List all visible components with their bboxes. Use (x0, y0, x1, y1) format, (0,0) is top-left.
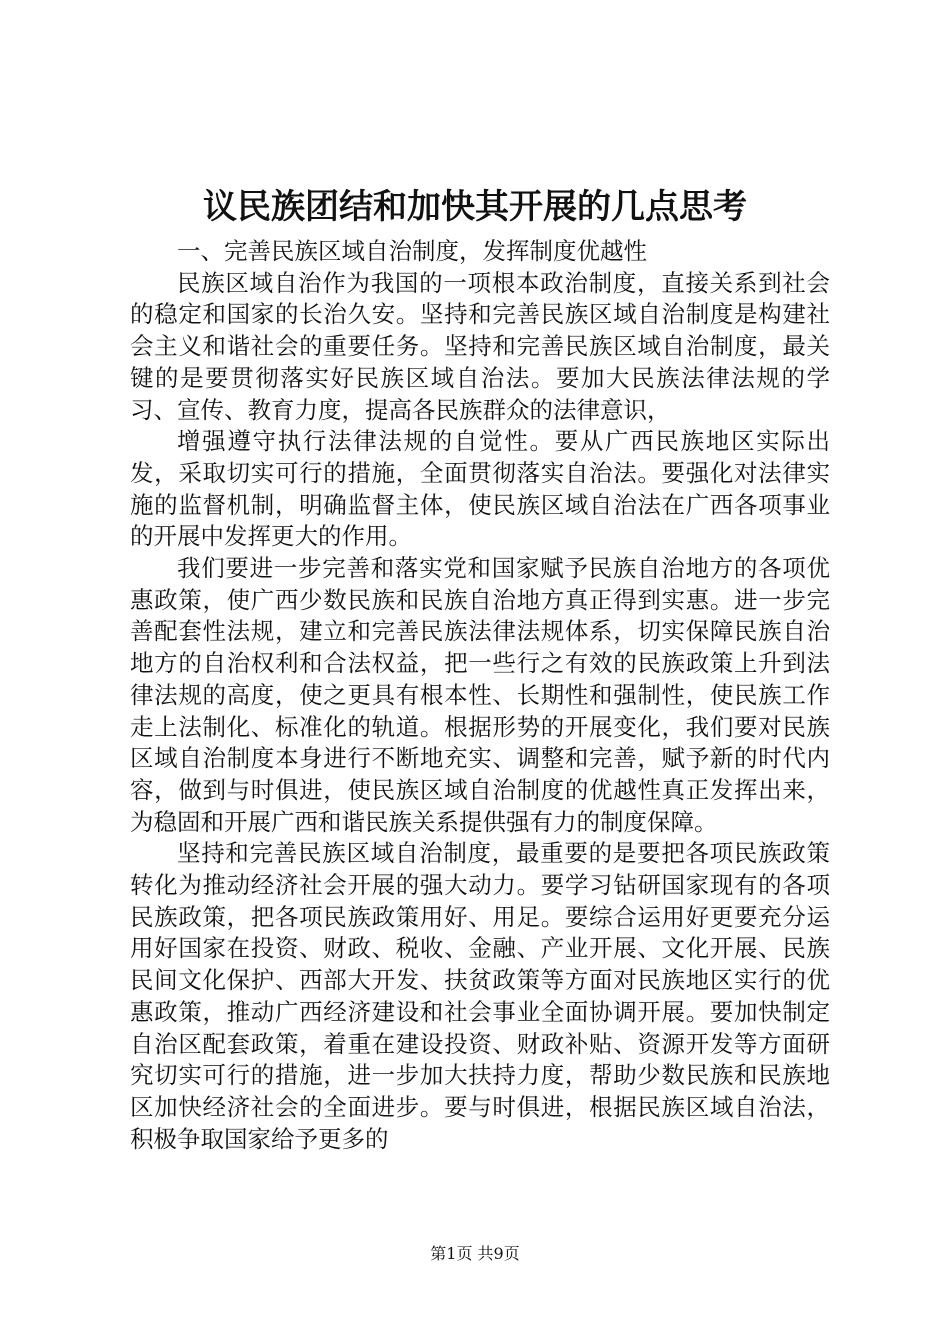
paragraph: 民族区域自治作为我国的一项根本政治制度，直接关系到社会的稳定和国家的长治久安。坚持和完善民族区域自治制度是构建社会主义和谐社会的重要任务。坚持和完善民族区域自治制度，最关键的是要贯彻落实好民族区域自治法。要加大民族法律法规的学习、宣传、教育力度，提高各民族群众的法律意识， (130, 268, 830, 424)
document-title: 议民族团结和加快其开展的几点思考 (203, 187, 747, 227)
page-number-footer: 第1页 共9页 (430, 1244, 520, 1263)
paragraph: 我们要进一步完善和落实党和国家赋予民族自治地方的各项优惠政策，使广西少数民族和民族自治地方真正得到实惠。进一步完善配套性法规，建立和完善民族法律法规体系，切实保障民族自治地方的自治权利和合法权益，把一些行之有效的民族政策上升到法律法规的高度，使之更具有根本性、长期性和强制性，使民族工作走上法制化、标准化的轨道。根据形势的开展变化，我们要对民族区域自治制度本身进行不断地充实、调整和完善，赋予新的时代内容，做到与时俱进，使民族区域自治制度的优越性真正发挥出来，为稳固和开展广西和谐民族关系提供强有力的制度保障。 (130, 554, 830, 836)
paragraph: 增强遵守执行法律法规的自觉性。要从广西民族地区实际出发，采取切实可行的措施，全面贯彻落实自治法。要强化对法律实施的监督机制，明确监督主体，使民族区域自治法在广西各项事业的开展中发挥更大的作用。 (130, 427, 830, 551)
paragraph: 坚持和完善民族区域自治制度，最重要的是要把各项民族政策转化为推动经济社会开展的强大动力。要学习钻研国家现有的各项民族政策，把各项民族政策用好、用足。要综合运用好更要充分运用好国家在投资、财政、税收、金融、产业开展、文化开展、民族民间文化保护、西部大开发、扶贫政策等方面对民族地区实行的优惠政策，推动广西经济建设和社会事业全面协调开展。要加快制定自治区配套政策，着重在建设投资、财政补贴、资源开发等方面研究切实可行的措施，进一步加大扶持力度，帮助少数民族和民族地区加快经济社会的全面进步。要与时俱进，根据民族区域自治法，积极争取国家给予更多的 (130, 839, 830, 1153)
document-body (130, 236, 830, 1155)
section-heading: 一、完善民族区域自治制度，发挥制度优越性 (177, 237, 647, 265)
